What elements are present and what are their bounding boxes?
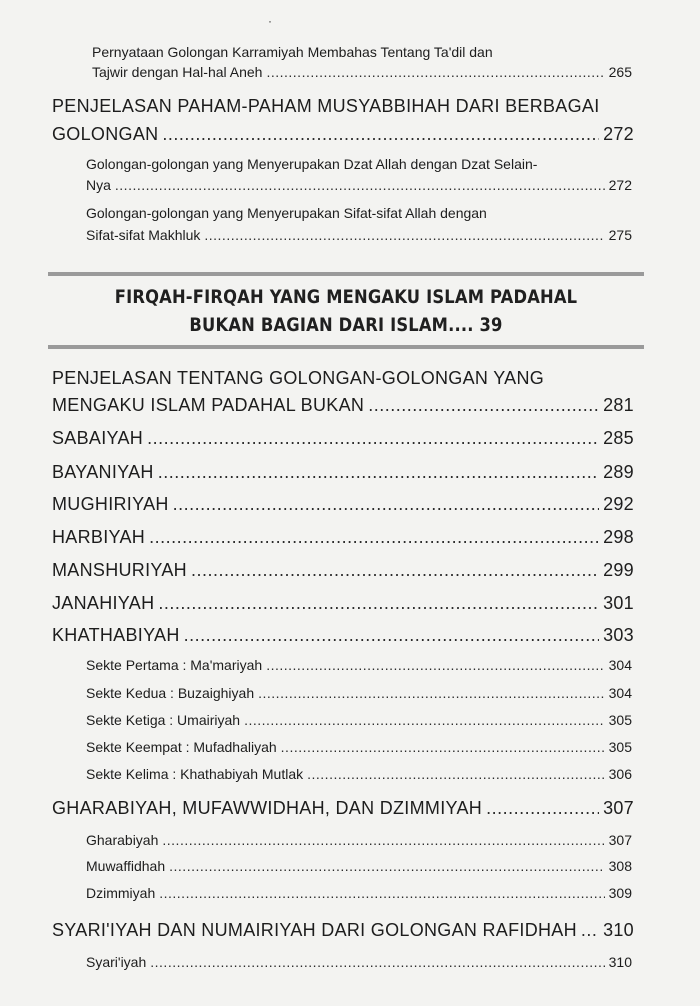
toc-entry-penjelasan-line1: PENJELASAN TENTANG GOLONGAN-GOLONGAN YANG — [52, 368, 545, 388]
toc-entry-dzat-line1: Golongan-golongan yang Menyerupakan Dzat Allah dengan Dzat Selain- — [86, 156, 538, 172]
page-number: 308 — [608, 858, 632, 874]
toc-entry-title: Sekte Kedua : Buzaighiyah — [86, 685, 255, 701]
toc-entry-title: Sifat-sifat Makhluk — [86, 227, 201, 243]
toc-entry-title: Nya — [86, 177, 111, 193]
toc-entry-title: MENGAKU ISLAM PADAHAL BUKAN — [52, 395, 365, 415]
page-number: 272 — [603, 124, 634, 144]
toc-entry-title: Gharabiyah — [86, 832, 159, 848]
scan-mark: · — [268, 14, 272, 28]
toc-entry-title: KHATHABIYAH — [52, 625, 180, 645]
dot-leader — [307, 766, 605, 782]
toc-entry-musyabbihah[interactable] — [52, 124, 634, 145]
toc-entry-sekte-5[interactable] — [86, 766, 632, 782]
dot-leader — [184, 625, 599, 646]
toc-entry-muwaffidhah[interactable] — [86, 858, 632, 874]
toc-entry-title: Sekte Pertama : Ma'mariyah — [86, 657, 263, 673]
dot-leader — [258, 685, 605, 701]
page-number: 272 — [608, 177, 632, 193]
toc-entry-title: GHARABIYAH, MUFAWWIDHAH, DAN DZIMMIYAH — [52, 798, 483, 818]
toc-entry-title: Tajwir dengan Hal-hal Aneh — [92, 64, 263, 80]
toc-entry-title: GOLONGAN — [52, 124, 159, 144]
toc-entry-janahiyah[interactable] — [52, 593, 634, 614]
toc-entry-syariiyah-group[interactable] — [52, 920, 634, 941]
page-number: 310 — [608, 954, 632, 970]
chapter-banner-line2: BUKAN BAGIAN DARI ISLAM.... 39 — [189, 314, 503, 336]
toc-entry-karramiyah[interactable] — [92, 64, 632, 80]
page-number: 285 — [603, 428, 634, 448]
banner-rule-bottom — [48, 345, 644, 349]
page-number: 305 — [608, 739, 632, 755]
dot-leader — [158, 593, 599, 614]
dot-leader — [281, 739, 605, 755]
dot-leader — [173, 494, 599, 515]
page-number: 305 — [608, 712, 632, 728]
toc-entry-title: Muwaffidhah — [86, 858, 166, 874]
page-number: 265 — [608, 64, 632, 80]
toc-entry-sekte-3[interactable] — [86, 712, 632, 728]
toc-entry-bayaniyah[interactable] — [52, 462, 634, 483]
page-number: 281 — [603, 395, 634, 415]
toc-entry-sekte-4[interactable] — [86, 739, 632, 755]
page-number: 299 — [603, 560, 634, 580]
page-number: 301 — [603, 593, 634, 613]
page-number: 309 — [608, 885, 632, 901]
toc-entry-title: SABAIYAH — [52, 428, 144, 448]
dot-leader — [149, 527, 599, 548]
dot-leader — [266, 64, 604, 80]
dot-leader — [162, 124, 599, 145]
toc-entry-title: Sekte Kelima : Khathabiyah Mutlak — [86, 766, 304, 782]
toc-entry-gharabiyah[interactable] — [86, 832, 632, 848]
toc-entry-title: MANSHURIYAH — [52, 560, 187, 580]
dot-leader — [204, 227, 604, 243]
toc-entry-title: Syari'iyah — [86, 954, 147, 970]
page-number: 292 — [603, 494, 634, 514]
dot-leader — [368, 395, 599, 416]
toc-entry-harbiyah[interactable] — [52, 527, 634, 548]
toc-entry-sekte-2[interactable] — [86, 685, 632, 701]
page-number: 304 — [608, 685, 632, 701]
toc-entry-gharabiyah-group[interactable] — [52, 798, 634, 819]
toc-entry-karramiyah-line1: Pernyataan Golongan Karramiyah Membahas Tentang Ta'dil dan — [92, 44, 493, 60]
page-number: 298 — [603, 527, 634, 547]
dot-leader — [266, 657, 604, 673]
toc-entry-title: MUGHIRIYAH — [52, 494, 169, 514]
page-number: 275 — [608, 227, 632, 243]
banner-rule-top — [48, 272, 644, 276]
toc-entry-title: SYARI'IYAH DAN NUMAIRIYAH DARI GOLONGAN RAFIDHAH — [52, 920, 577, 940]
toc-entry-dzimmiyah[interactable] — [86, 885, 632, 901]
toc-entry-mughiriyah[interactable] — [52, 494, 634, 515]
page-number: 307 — [603, 798, 634, 818]
chapter-banner-line1: FIRQAH-FIRQAH YANG MENGAKU ISLAM PADAHAL — [114, 286, 578, 308]
dot-leader — [115, 177, 605, 193]
dot-leader — [169, 858, 605, 874]
page-number: 307 — [608, 832, 632, 848]
toc-entry-title: Sekte Keempat : Mufadhaliyah — [86, 739, 277, 755]
toc-entry-title: Sekte Ketiga : Umairiyah — [86, 712, 241, 728]
toc-entry-sifat-line1: Golongan-golongan yang Menyerupakan Sifat-sifat Allah dengan — [86, 205, 487, 221]
dot-leader — [162, 832, 604, 848]
page-number: 303 — [603, 625, 634, 645]
page-number: 310 — [603, 920, 634, 940]
dot-leader — [158, 462, 599, 483]
toc-entry-title: BAYANIYAH — [52, 462, 154, 482]
dot-leader — [486, 798, 599, 819]
toc-entry-musyabbihah-line1: PENJELASAN PAHAM-PAHAM MUSYABBIHAH DARI BERBAGAI — [52, 96, 600, 116]
toc-entry-dzat[interactable] — [86, 177, 632, 193]
dot-leader — [191, 560, 599, 581]
toc-entry-penjelasan[interactable] — [52, 395, 634, 416]
dot-leader — [150, 954, 604, 970]
toc-entry-khathabiyah[interactable] — [52, 625, 634, 646]
dot-leader — [147, 428, 599, 449]
page-number: 306 — [608, 766, 632, 782]
toc-entry-syariiyah[interactable] — [86, 954, 632, 970]
toc-entry-manshuriyah[interactable] — [52, 560, 634, 581]
toc-entry-sabaiyah[interactable] — [52, 428, 634, 449]
dot-leader — [581, 920, 599, 941]
toc-entry-title: Dzimmiyah — [86, 885, 156, 901]
toc-entry-sifat[interactable] — [86, 227, 632, 243]
toc-entry-title: HARBIYAH — [52, 527, 146, 547]
toc-entry-title: JANAHIYAH — [52, 593, 155, 613]
page-number: 289 — [603, 462, 634, 482]
toc-entry-sekte-1[interactable] — [86, 657, 632, 673]
dot-leader — [244, 712, 605, 728]
dot-leader — [159, 885, 604, 901]
page-number: 304 — [608, 657, 632, 673]
